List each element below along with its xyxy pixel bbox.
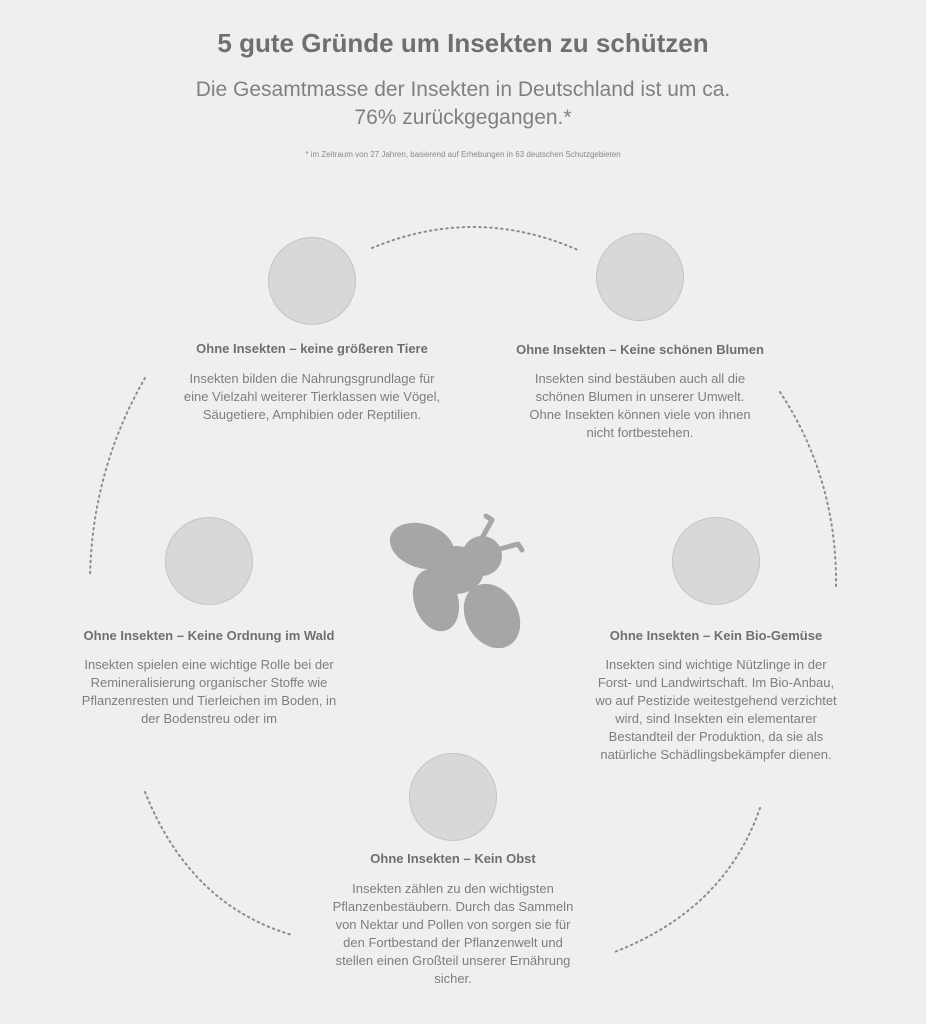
reason-1-circle [268,237,356,325]
arc-bottom-left [145,792,292,935]
reason-1-text: Insekten bilden die Nahrungsgrundlage für eine Vielzahl weiterer Tierklassen wie Vögel, Säugetiere, Amphibien oder Reptilien. [183,371,441,422]
reason-4-circle [672,517,760,605]
reason-2-circle [596,233,684,321]
reason-1-title: Ohne Insekten – keine größeren Tiere [196,341,428,356]
reason-3-circle [165,517,253,605]
reason-3-title: Ohne Insekten – Keine Ordnung im Wald [83,628,335,643]
reason-5-title: Ohne Insekten – Kein Obst [370,851,536,866]
reason-2-title: Ohne Insekten – Keine schönen Blumen [516,342,764,357]
reason-3-text: Insekten spielen eine wichtige Rolle bei der Remineralisierung organischer Stoffe wie Pflanzenresten und Tierleichen im Boden, in der Bodenstreu oder im [81,657,337,726]
reason-4-text: Insekten sind wichtige Nützlinge in der Forst- und Landwirtschaft. Im Bio-Anbau, wo auf Pestizide weitestgehend verzichtet wird, sind Insekten ein elementarer Bestandteil der Produktion, da sie als natürliche Schädlingsbekämpfer dienen. [595,657,837,762]
reason-4-title: Ohne Insekten – Kein Bio-Gemüse [609,628,823,643]
footnote: * im Zeitraum von 27 Jahren, basierend auf Erhebungen in 63 deutschen Schutzgebieten [305,150,621,159]
arc-bottom-right [612,808,760,953]
arc-right [780,392,836,590]
arc-left [90,378,145,577]
page-subtitle: Die Gesamtmasse der Insekten in Deutschland ist um ca. 76% zurückgegangen.* [195,78,731,129]
reason-5-circle [409,753,497,841]
page-title: 5 gute Gründe um Insekten zu schützen [217,28,709,58]
arc-top [372,227,578,250]
reason-2-text: Insekten sind bestäuben auch all die schönen Blumen in unserer Umwelt. Ohne Insekten können viele von ihnen nicht fortbestehen. [529,371,751,440]
reason-5-text: Insekten zählen zu den wichtigsten Pflanzenbestäubern. Durch das Sammeln von Nektar und Pollen von sorgen sie für den Fortbestand der Pflanzenwelt und stellen einen Großteil unserer Ernährung sicher. [332,881,574,986]
bee-icon [384,508,534,653]
